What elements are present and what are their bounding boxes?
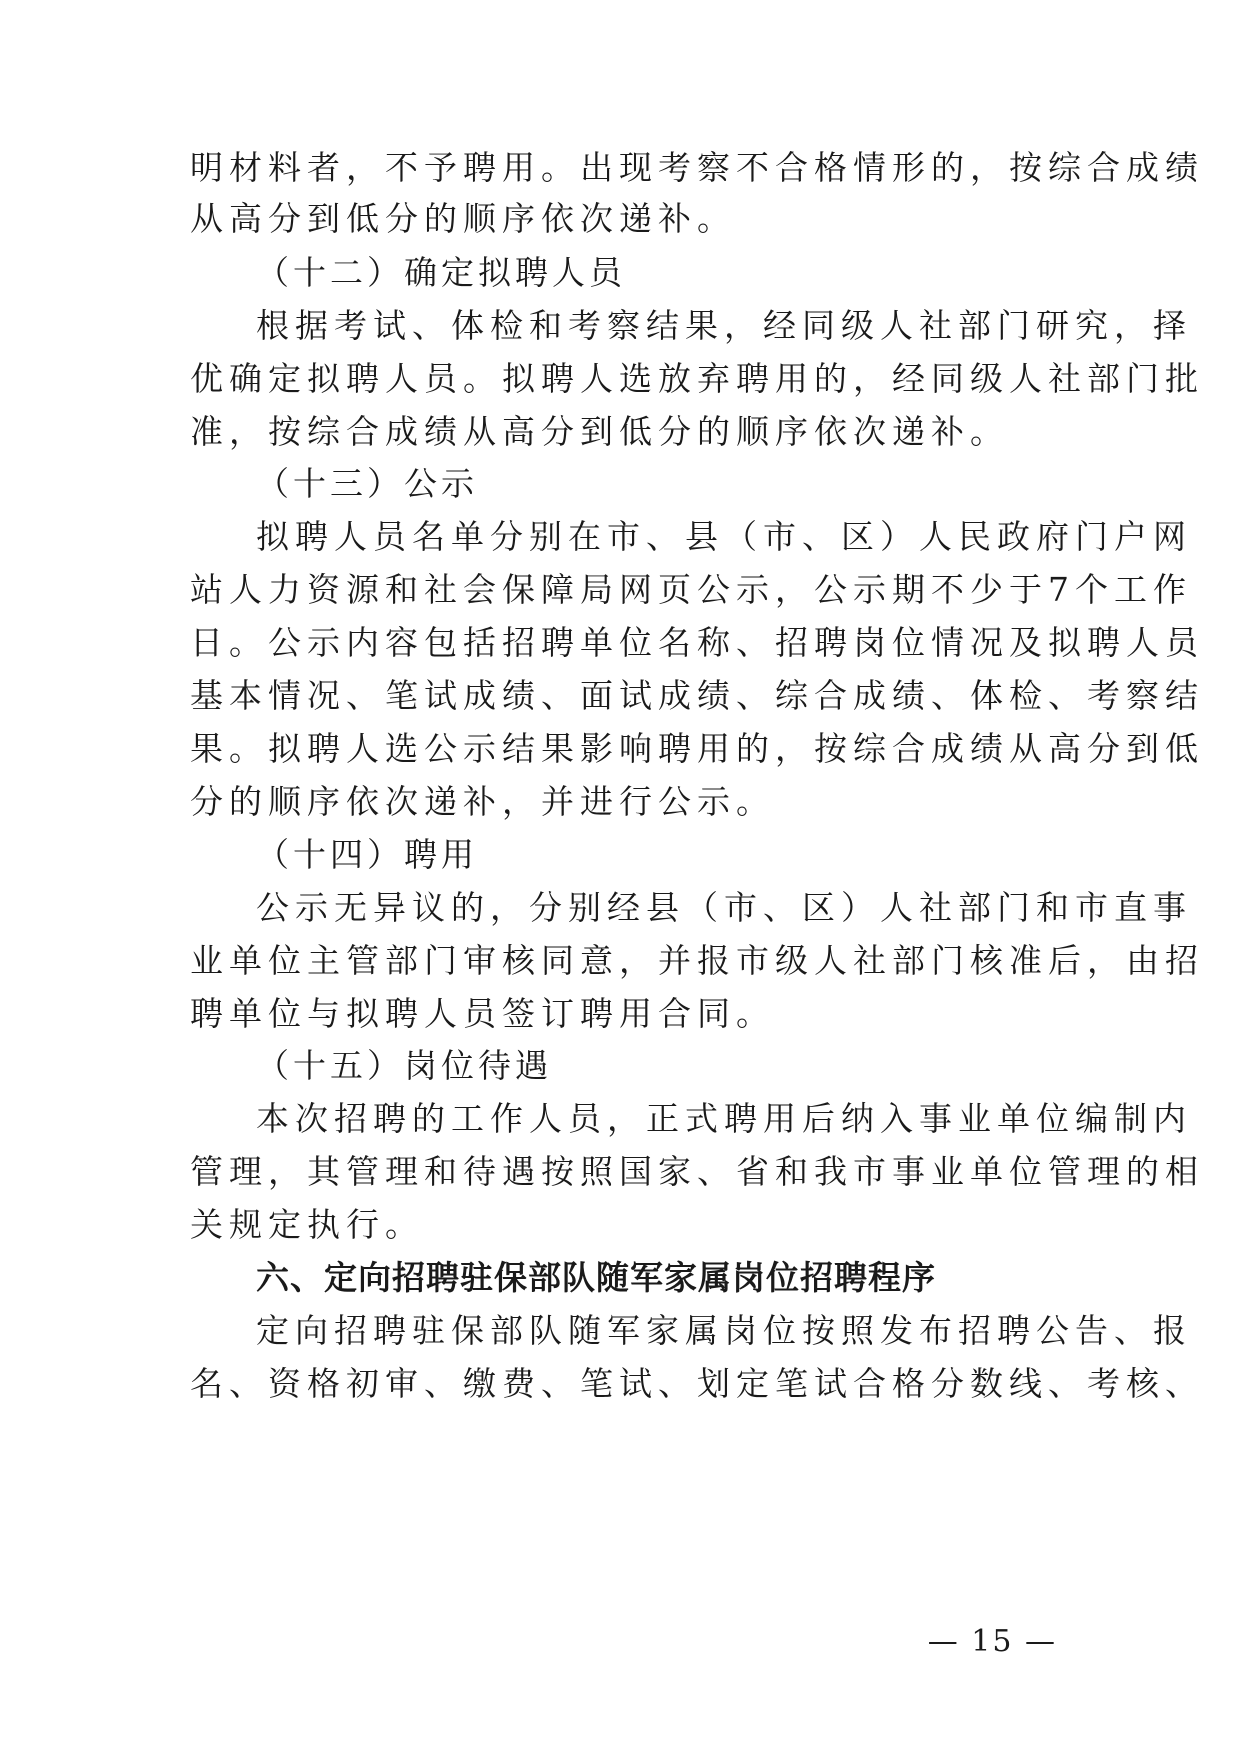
paragraph-line: 从高分到低分的顺序依次递补。 [190,199,736,238]
paragraph-line: 本次招聘的工作人员，正式聘用后纳入事业单位编制内 [256,1099,1192,1138]
paragraph-line: 管理，其管理和待遇按照国家、省和我市事业单位管理的相 [190,1152,1204,1191]
paragraph-line: 聘单位与拟聘人员签订聘用合同。 [190,994,775,1033]
paragraph-line: 拟聘人员名单分别在市、县（市、区）人民政府门户网 [256,517,1192,556]
paragraph-line: 果。拟聘人选公示结果影响聘用的，按综合成绩从高分到低 [190,729,1204,768]
paragraph-line: 业单位主管部门审核同意，并报市级人社部门核准后，由招 [190,941,1204,980]
paragraph-line: 公示无异议的，分别经县（市、区）人社部门和市直事 [256,888,1192,927]
paragraph-line: 分的顺序依次递补，并进行公示。 [190,782,775,821]
paragraph-line: 根据考试、体检和考察结果，经同级人社部门研究，择 [256,306,1192,345]
subsection-heading-12: （十二）确定拟聘人员 [256,253,626,292]
paragraph-line: 日。公示内容包括招聘单位名称、招聘岗位情况及拟聘人员 [190,623,1204,662]
subsection-heading-14: （十四）聘用 [256,835,478,874]
section-heading-6: 六、定向招聘驻保部队随军家属岗位招聘程序 [256,1258,936,1297]
subsection-heading-15: （十五）岗位待遇 [256,1046,552,1085]
paragraph-line: 定向招聘驻保部队随军家属岗位按照发布招聘公告、报 [256,1311,1192,1350]
paragraph-line: 准，按综合成绩从高分到低分的顺序依次递补。 [190,412,1009,451]
paragraph-line: 名、资格初审、缴费、笔试、划定笔试合格分数线、考核、 [190,1364,1204,1403]
subsection-heading-13: （十三）公示 [256,464,478,503]
paragraph-line: 基本情况、笔试成绩、面试成绩、综合成绩、体检、考察结 [190,676,1204,715]
paragraph-line: 明材料者，不予聘用。出现考察不合格情形的，按综合成绩 [190,148,1204,187]
paragraph-line: 站人力资源和社会保障局网页公示，公示期不少于7个工作 [190,570,1192,609]
paragraph-line: 关规定执行。 [190,1205,424,1244]
paragraph-line: 优确定拟聘人员。拟聘人选放弃聘用的，经同级人社部门批 [190,359,1204,398]
page-number: — 15 — [927,1624,1057,1659]
